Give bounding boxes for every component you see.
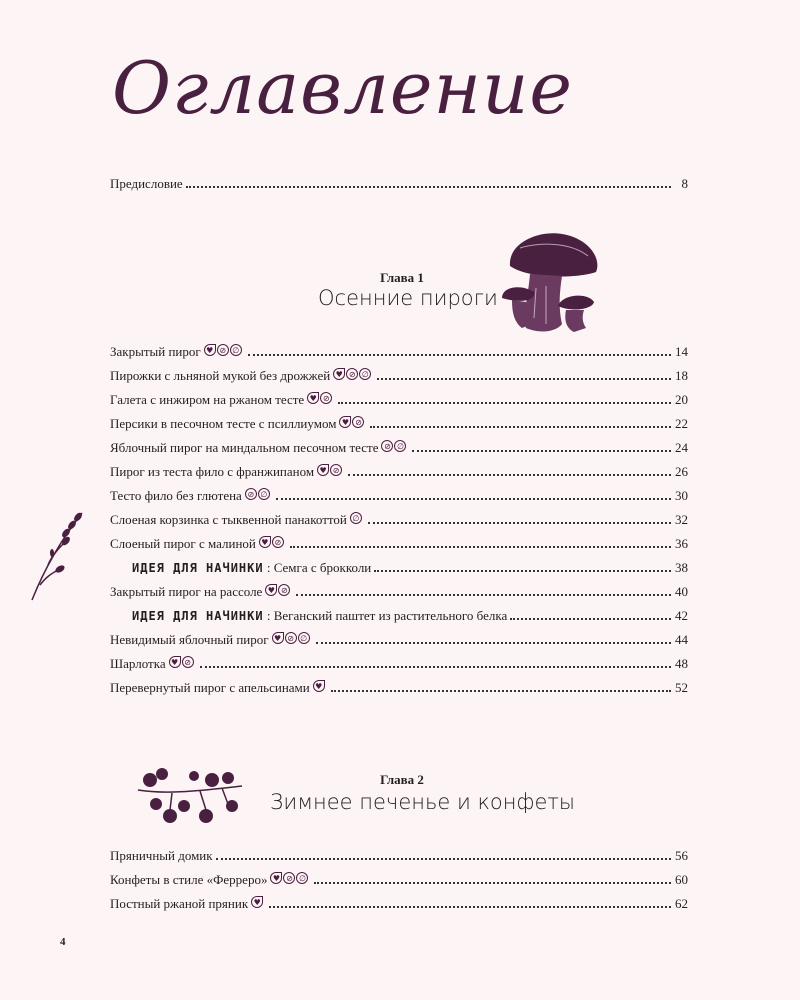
no-dairy-icon: ∅	[350, 512, 362, 524]
toc-row[interactable]	[110, 460, 688, 480]
no-gluten-icon: ⊘	[283, 872, 295, 884]
leaf-icon: ♥	[270, 872, 282, 884]
toc-entry-title: Перевернутый пирог с апельсинами	[110, 680, 310, 695]
filling-idea-tag: ИДЕЯ ДЛЯ НАЧИНКИ	[132, 561, 264, 575]
toc-page-number: 20	[675, 392, 688, 407]
diet-icons	[381, 440, 406, 452]
leaf-icon: ♥	[339, 416, 351, 428]
leader-dots	[348, 474, 671, 476]
toc-page-number: 62	[675, 896, 688, 911]
leader-dots	[200, 666, 671, 668]
no-dairy-icon: ∅	[298, 632, 310, 644]
diet-icons	[259, 536, 284, 548]
no-gluten-icon: ⊘	[278, 584, 290, 596]
toc-row[interactable]	[132, 556, 688, 576]
diet-icons	[317, 464, 342, 476]
no-dairy-icon: ∅	[230, 344, 242, 356]
toc-page-number: 24	[675, 440, 688, 455]
toc-row[interactable]	[110, 364, 688, 384]
toc-row[interactable]	[110, 484, 688, 504]
leader-dots	[248, 354, 671, 356]
diet-icons	[307, 392, 332, 404]
toc-entry-title: ИДЕЯ ДЛЯ НАЧИНКИ : Веганский паштет из растительного белка	[132, 608, 508, 623]
toc-row[interactable]	[110, 868, 688, 888]
toc-row[interactable]	[110, 436, 688, 456]
toc-page-number: 32	[675, 512, 688, 527]
toc-page-number: 14	[675, 344, 688, 359]
toc-page-number: 26	[675, 464, 688, 479]
no-gluten-icon: ⊘	[245, 488, 257, 500]
leader-dots	[269, 906, 671, 908]
leader-dots	[377, 378, 671, 380]
toc-page-number: 52	[675, 680, 688, 695]
toc-entry-title: Предисловие	[110, 176, 183, 191]
chapter-label: Глава 2	[380, 772, 424, 787]
no-gluten-icon: ⊘	[330, 464, 342, 476]
toc-entry-title: Слоеная корзинка с тыквенной панакоттой	[110, 512, 347, 527]
chapter-title: Осенние пироги	[318, 286, 498, 310]
toc-entry-title: Закрытый пирог	[110, 344, 201, 359]
no-gluten-icon: ⊘	[217, 344, 229, 356]
toc-row[interactable]	[110, 340, 688, 360]
leaf-icon: ♥	[272, 632, 284, 644]
toc-entry-title: Пряничный домик	[110, 848, 213, 863]
diet-icons	[313, 680, 325, 692]
toc-entry-title: Слоеный пирог с малиной	[110, 536, 256, 551]
leader-dots	[368, 522, 671, 524]
leaf-icon: ♥	[313, 680, 325, 692]
berries-icon	[132, 766, 252, 828]
diet-icons	[265, 584, 290, 596]
toc-entry-title: ИДЕЯ ДЛЯ НАЧИНКИ : Семга с брокколи	[132, 560, 372, 575]
diet-icons	[245, 488, 270, 500]
leaf-icon: ♥	[265, 584, 277, 596]
leader-dots	[331, 690, 671, 692]
toc-row[interactable]	[132, 604, 688, 624]
toc-entry-title: Шарлотка	[110, 656, 166, 671]
toc-page-number: 56	[675, 848, 688, 863]
toc-entry-title: Тесто фило без глютена	[110, 488, 242, 503]
no-dairy-icon: ∅	[258, 488, 270, 500]
diet-icons	[169, 656, 194, 668]
leader-dots	[338, 402, 671, 404]
toc-row[interactable]	[110, 892, 688, 912]
toc-entry-title: Постный ржаной пряник	[110, 896, 249, 911]
toc-row[interactable]	[110, 844, 688, 864]
leaf-icon: ♥	[204, 344, 216, 356]
toc-entry-title: Яблочный пирог на миндальном песочном тесте	[110, 440, 379, 455]
toc-page-number: 40	[675, 584, 688, 599]
chapter-title: Зимнее печенье и конфеты	[270, 790, 575, 814]
leader-dots	[290, 546, 671, 548]
no-gluten-icon: ⊘	[346, 368, 358, 380]
toc-entry-title: Невидимый яблочный пирог	[110, 632, 269, 647]
toc-page-number: 30	[675, 488, 688, 503]
toc-page-number: 38	[675, 560, 688, 575]
toc-row[interactable]	[110, 412, 688, 432]
chapter-label: Глава 1	[380, 270, 424, 285]
page-title: Оглавление	[112, 46, 573, 130]
no-dairy-icon: ∅	[394, 440, 406, 452]
leader-dots	[276, 498, 671, 500]
toc-entry-title: Галета с инжиром на ржаном тесте	[110, 392, 305, 407]
toc-page-number: 42	[675, 608, 688, 623]
toc-page-number: 44	[675, 632, 688, 647]
no-dairy-icon: ∅	[359, 368, 371, 380]
toc-row-preface[interactable]	[110, 172, 688, 192]
page-number: 4	[60, 936, 66, 948]
diet-icons	[350, 512, 362, 524]
toc-row[interactable]	[110, 652, 688, 672]
leader-dots	[316, 642, 671, 644]
lavender-icon	[22, 505, 92, 605]
toc-page-number: 22	[675, 416, 688, 431]
toc-entry-title: Персики в песочном тесте с псиллиумом	[110, 416, 337, 431]
toc-page-number: 8	[681, 176, 688, 191]
leaf-icon: ♥	[333, 368, 345, 380]
toc-page-number: 48	[675, 656, 688, 671]
leaf-icon: ♥	[317, 464, 329, 476]
no-gluten-icon: ⊘	[272, 536, 284, 548]
leader-dots	[374, 570, 671, 572]
toc-page-number: 18	[675, 368, 688, 383]
no-gluten-icon: ⊘	[182, 656, 194, 668]
toc-row[interactable]	[110, 532, 688, 552]
mushroom-icon	[500, 228, 605, 336]
leaf-icon: ♥	[251, 896, 263, 908]
toc-row[interactable]	[110, 580, 688, 600]
toc-row[interactable]	[110, 676, 688, 696]
leader-dots	[510, 618, 671, 620]
leader-dots	[296, 594, 671, 596]
leader-dots	[216, 858, 671, 860]
toc-row[interactable]	[110, 628, 688, 648]
leader-dots	[412, 450, 671, 452]
leaf-icon: ♥	[259, 536, 271, 548]
toc-entry-title: Закрытый пирог на рассоле	[110, 584, 263, 599]
no-gluten-icon: ⊘	[352, 416, 364, 428]
no-gluten-icon: ⊘	[381, 440, 393, 452]
no-gluten-icon: ⊘	[285, 632, 297, 644]
diet-icons	[204, 344, 242, 356]
toc-page-number: 60	[675, 872, 688, 887]
leaf-icon: ♥	[169, 656, 181, 668]
leader-dots	[186, 186, 671, 188]
leader-dots	[314, 882, 671, 884]
toc-page-number: 36	[675, 536, 688, 551]
diet-icons	[272, 632, 310, 644]
leader-dots	[370, 426, 671, 428]
toc-entry-title: Пирожки с льняной мукой без дрожжей	[110, 368, 331, 383]
diet-icons	[251, 896, 263, 908]
toc-entry-title: Пирог из теста фило с франжипаном	[110, 464, 315, 479]
diet-icons	[333, 368, 371, 380]
toc-entry-title: Конфеты в стиле «Ферреро»	[110, 872, 268, 887]
diet-icons	[339, 416, 364, 428]
no-dairy-icon: ∅	[296, 872, 308, 884]
toc-row[interactable]	[110, 388, 688, 408]
leaf-icon: ♥	[307, 392, 319, 404]
toc-row[interactable]	[110, 508, 688, 528]
filling-idea-tag: ИДЕЯ ДЛЯ НАЧИНКИ	[132, 609, 264, 623]
diet-icons	[270, 872, 308, 884]
no-gluten-icon: ⊘	[320, 392, 332, 404]
